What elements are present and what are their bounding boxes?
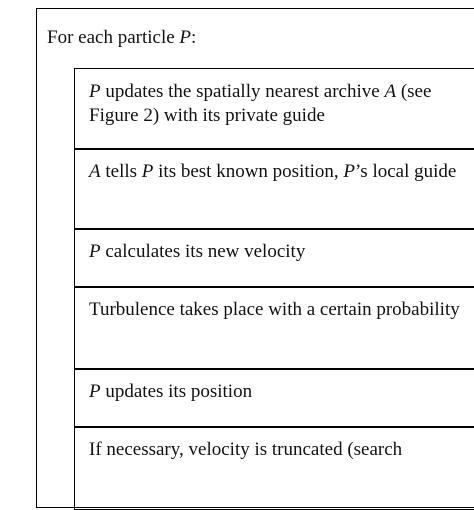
step-text-run: If necessary, velocity is truncated (search: [89, 439, 403, 460]
header-suffix: :: [191, 27, 197, 48]
step-text: [89, 438, 471, 462]
step-turbulence: [74, 286, 474, 370]
step-text-run: ’s local guide: [355, 161, 457, 182]
header-prefix: For each particle: [47, 27, 180, 48]
step-text: [89, 160, 471, 184]
math-variable: P: [89, 81, 101, 102]
step-truncate-velocity: [74, 426, 474, 510]
math-variable: A: [384, 81, 397, 102]
math-variable: P: [141, 161, 154, 182]
math-variable: P: [89, 381, 101, 402]
step-text-run: Turbulence takes place with a certain probability: [89, 299, 460, 320]
step-text-run: updates the spatially nearest archive: [100, 81, 385, 102]
math-variable: P: [343, 161, 356, 182]
loop-header: [47, 26, 196, 50]
step-text-run: calculates its new velocity: [100, 241, 306, 262]
step-text: [89, 298, 471, 322]
step-text-run: its best known position,: [153, 161, 344, 182]
step-text-run: (see Figure 2) with its private guide: [89, 81, 432, 126]
step-calculate-velocity: [74, 228, 474, 288]
step-update-archive: [74, 68, 474, 150]
step-text: [89, 380, 471, 404]
step-text: [89, 240, 471, 264]
step-local-guide: [74, 148, 474, 230]
step-update-position: [74, 368, 474, 428]
step-text: [89, 80, 471, 128]
header-particle-var: P: [179, 27, 192, 48]
math-variable: A: [89, 161, 101, 182]
step-text-run: tells: [100, 161, 142, 182]
step-text-run: updates its position: [100, 381, 253, 402]
math-variable: P: [89, 241, 101, 262]
